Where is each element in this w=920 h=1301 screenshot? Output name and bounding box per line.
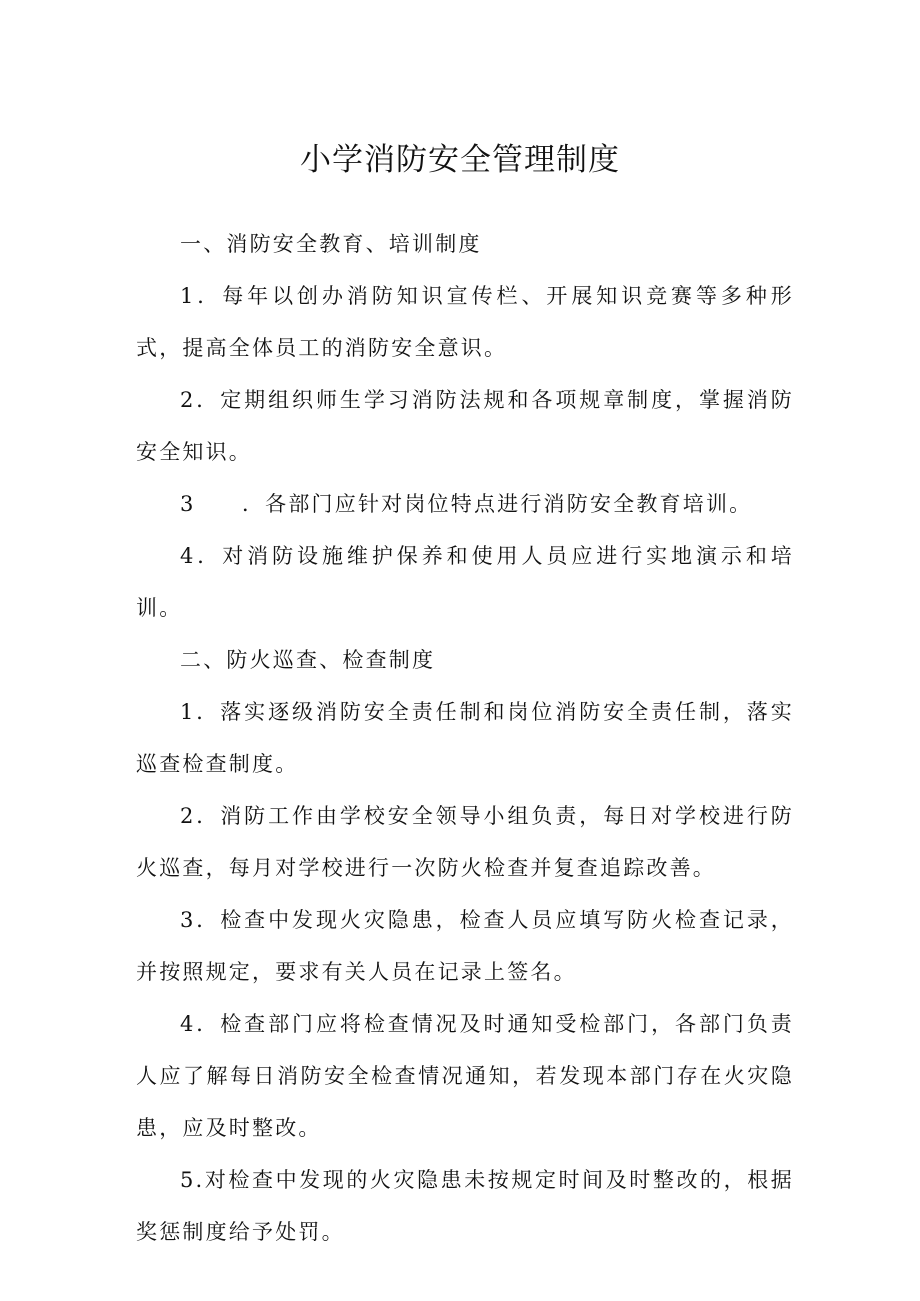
education-item-1: 1．每年以创办消防知识宣传栏、开展知识竞赛等多种形式，提高全体员工的消防安全意识。 (136, 284, 794, 360)
education-item-4: 4．对消防设施维护保养和使用人员应进行实地演示和培训。 (136, 544, 794, 620)
inspection-item-4: 4．检查部门应将检查情况及时通知受检部门，各部门负责人应了解每日消防安全检查情况通知，若发现本部门存在火灾隐患，应及时整改。 (136, 1012, 794, 1140)
section-heading-inspection: 二、防火巡查、检查制度 (180, 648, 436, 672)
section-heading-education: 一、消防安全教育、培训制度 (180, 232, 482, 256)
education-item-2: 2．定期组织师生学习消防法规和各项规章制度，掌握消防安全知识。 (136, 388, 794, 464)
education-item-3: 3 ．各部门应针对岗位特点进行消防安全教育培训。 (180, 492, 753, 516)
inspection-item-2: 2．消防工作由学校安全领导小组负责，每日对学校进行防火巡查，每月对学校进行一次防火检查并复查追踪改善。 (136, 804, 794, 880)
document-body (136, 218, 794, 1258)
inspection-item-3: 3．检查中发现火灾隐患，检查人员应填写防火检查记录，并按照规定，要求有关人员在记录上签名。 (136, 908, 794, 984)
document-title: 小学消防安全管理制度 (300, 142, 620, 178)
inspection-item-1: 1．落实逐级消防安全责任制和岗位消防安全责任制，落实巡查检查制度。 (136, 700, 794, 776)
inspection-item-5: 5.对检查中发现的火灾隐患未按规定时间及时整改的，根据奖惩制度给予处罚。 (136, 1168, 794, 1244)
